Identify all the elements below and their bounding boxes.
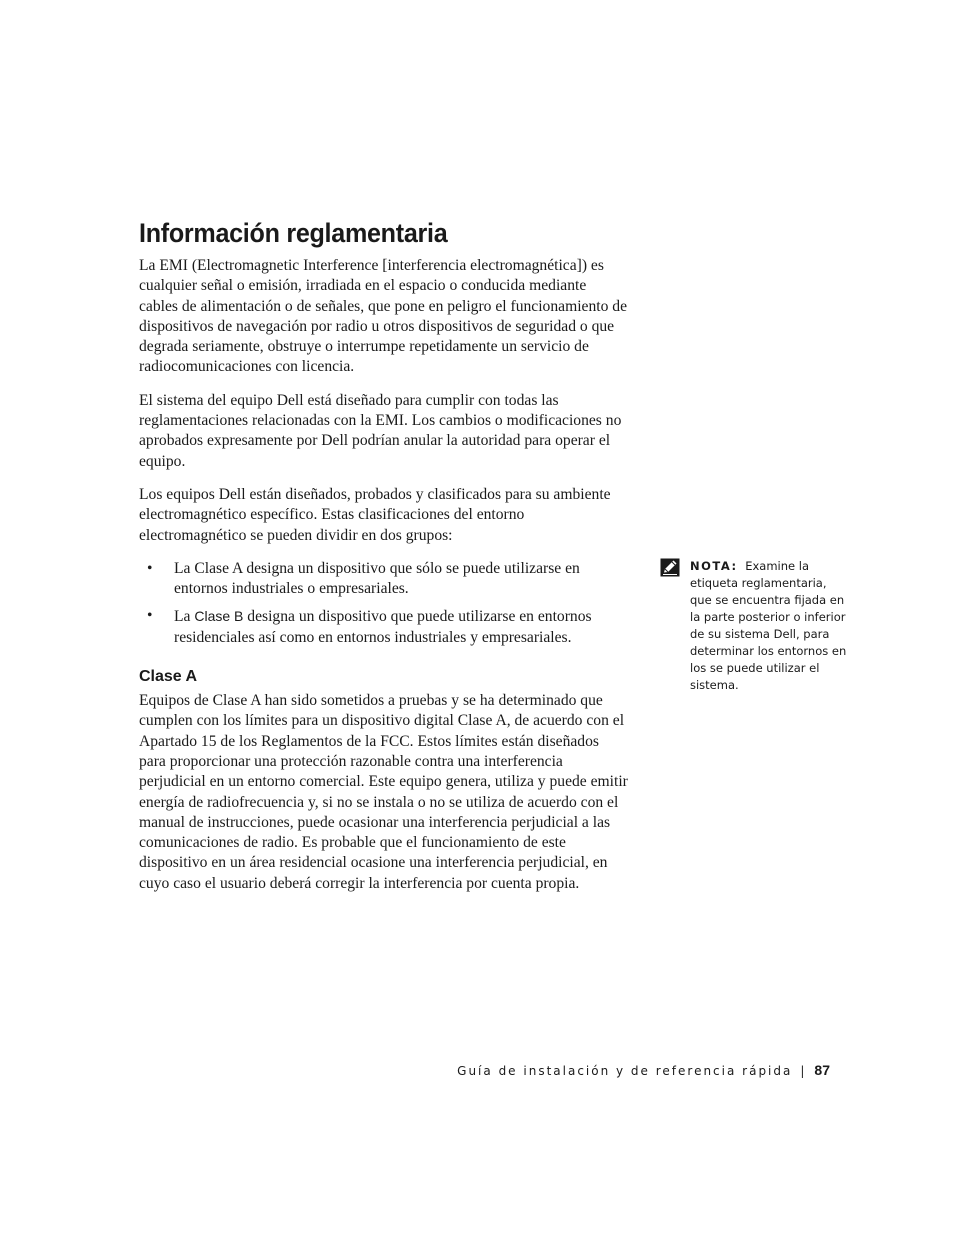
page-title: Información reglamentaria <box>139 218 448 248</box>
main-content <box>139 256 629 907</box>
bullet-dot: • <box>147 607 153 625</box>
section-body-clase-a: Equipos de Clase A han sido sometidos a pruebas y se ha determinado que cumplen con los límites para un dispositivo digital Clase A, de acuerdo con el Apartado 15 de los Reglamentos de la FCC. Estos límites están diseñados para proporcionar una protección razonable contra una interferencia perjudicial en un entorno comercial. Este equipo genera, utiliza y puede emitir energía de radiofrecuencia y, si no se instala o no se utiliza de acuerdo con el manual de instrucciones, puede ocasionar una interferencia perjudicial a las comunicaciones de radio. Es probable que el funcionamiento de este dispositivo en un área residencial ocasione una interferencia perjudicial, en cuyo caso el usuario deberá corregir la interferencia por cuenta propia. <box>139 692 628 892</box>
bullet-dot: • <box>147 559 153 577</box>
paragraph-dell-compliance: El sistema del equipo Dell está diseñado para cumplir con todas las reglamentaciones relacionadas con la EMI. Los cambios o modificaciones no aprobados expresamente por Dell podrían anular la autoridad para operar el equipo. <box>139 391 622 470</box>
note-text: Examine la etiqueta reglamentaria, que se encuentra fijada en la parte posterior o inferior de su sistema Dell, para determinar los entornos en los se puede utilizar el sistema. <box>690 559 847 692</box>
bullet-class-a-text: La Clase A designa un dispositivo que sólo se puede utilizarse en entornos industriales o empresariales. <box>174 559 580 598</box>
page-footer <box>457 1061 830 1080</box>
page-number: 87 <box>814 1062 830 1078</box>
bullet-class-b-suffix: designa un dispositivo que puede utilizarse en entornos residenciales así como en entornos industriales y empresariales. <box>174 608 592 646</box>
bullet-class-b-term: Clase B <box>194 608 244 625</box>
pencil-note-icon <box>660 558 680 577</box>
class-bullet-list <box>139 559 629 648</box>
note-label: NOTA: <box>690 559 738 573</box>
footer-separator: | <box>800 1064 805 1078</box>
paragraph-emi-definition: La EMI (Electromagnetic Interference [interferencia electromagnética]) es cualquier señal o emisión, irradiada en el espacio o conducida mediante cables de alimentación o de señales, que pone en peligro el funcionamiento de dispositivos de navegación por radio u otros dispositivos de seguridad o que degrada seriamente, obstruye o interrumpe repetidamente un servicio de radiocomunicaciones con licencia. <box>139 257 627 376</box>
bullet-class-b-prefix: La <box>174 608 195 626</box>
footer-guide-title: Guía de instalación y de referencia rápida <box>457 1064 793 1078</box>
section-heading-clase-a: Clase A <box>139 668 198 686</box>
paragraph-classifications: Los equipos Dell están diseñados, probados y clasificados para su ambiente electromagnético específico. Estas clasificaciones del entorno electromagnético se pueden dividir en dos grupos: <box>139 485 611 544</box>
bullet-class-b <box>139 606 629 648</box>
note-body <box>690 558 850 694</box>
bullet-class-a <box>139 559 629 600</box>
